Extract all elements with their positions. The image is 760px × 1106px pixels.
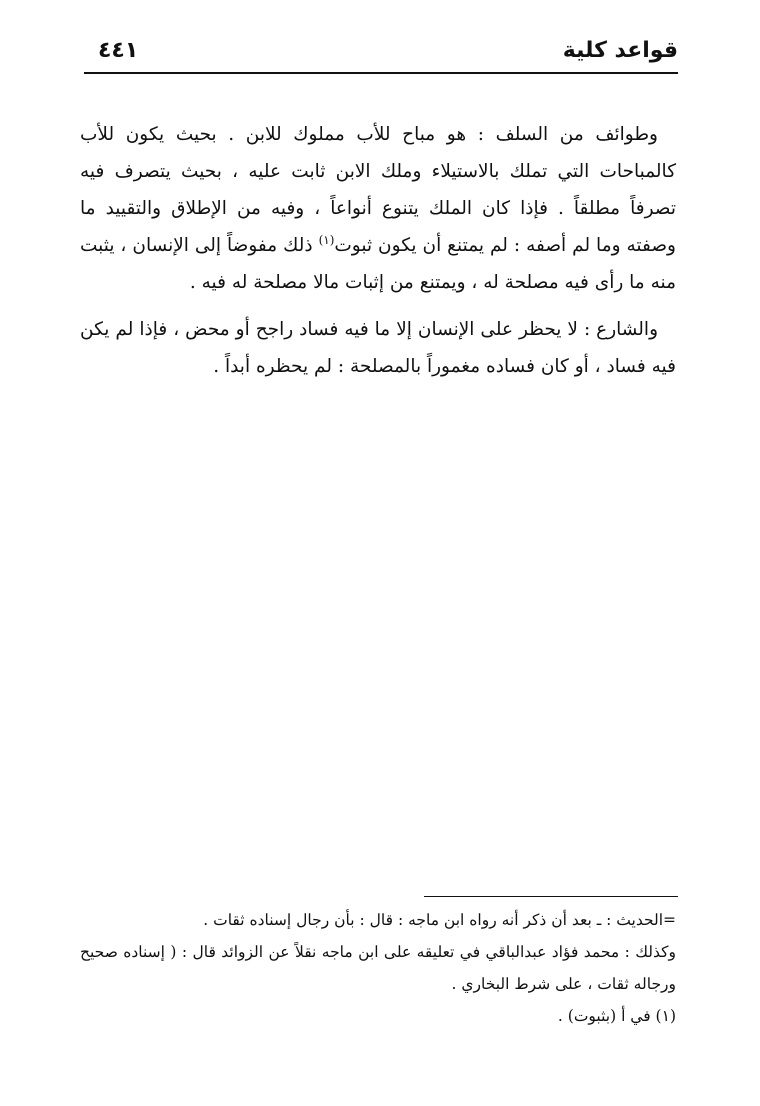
- paragraph-1: [80, 116, 676, 301]
- header-divider: [84, 72, 678, 74]
- paragraph-1-text-b: ذلك مفوضاً إلى الإنسان ، يثبت منه ما رأى فيه مصلحة له ، ويمتنع من إثبات مالا مصلحة له فيه .: [80, 235, 676, 293]
- page-header: [84, 36, 678, 70]
- footnotes: [80, 904, 676, 1032]
- paragraph-2: والشارع : لا يحظر على الإنسان إلا ما فيه فساد راجح أو محض ، فإذا لم يكن فيه فساد ، أو كان فساده مغموراً بالمصلحة : لم يحظره أبداً .: [80, 319, 676, 377]
- footnote-continuation: =الحديث : ـ بعد أن ذكر أنه رواه ابن ماجه : قال : بأن رجال إسناده ثقات .: [203, 911, 676, 929]
- page-number: ٤٤١: [98, 38, 139, 63]
- footnote-continuation-2: وكذلك : محمد فؤاد عبدالباقي في تعليقه على ابن ماجه نقلاً عن الزوائد قال : ( إسناده صحيح ورجاله ثقات ، على شرط البخاري .: [80, 943, 676, 993]
- footnote-1: (١) في أ (بثبوت) .: [557, 1007, 676, 1025]
- running-title: قواعد كلية: [562, 38, 678, 63]
- paragraph-1-text-a: وطوائف من السلف : هو مباح للأب مملوك للابن . بحيث يكون للأب كالمباحات التي تملك بالاستيلاء وملك الابن ثابت عليه ، بحيث يتصرف فيه تصرفاً مطلقاً . فإذا كان الملك يتنوع أنواعاً ، وفيه من الإطلاق والتقييد ما وصفته وما لم أصفه : لم يمتنع أن يكون ثبوت: [80, 124, 676, 256]
- footnote-reference: (١): [318, 232, 335, 247]
- footnote-divider: [424, 896, 678, 897]
- main-text: [80, 116, 676, 395]
